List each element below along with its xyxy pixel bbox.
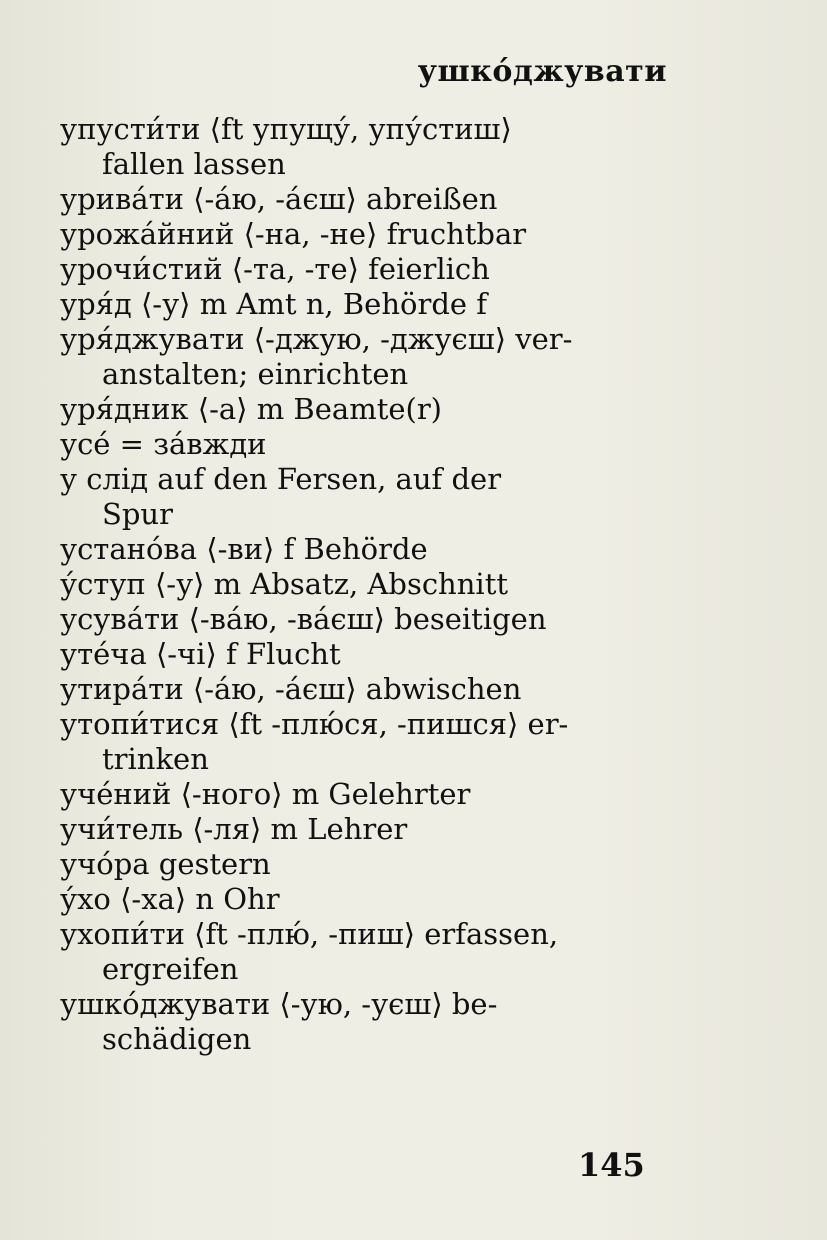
entry-line-continuation: Spur xyxy=(102,497,173,531)
dictionary-entry xyxy=(60,252,650,287)
dictionary-entry xyxy=(60,882,650,917)
entry-line: учо́ра gestern xyxy=(60,847,271,881)
entry-line-continuation: ergreifen xyxy=(102,952,239,986)
entry-line: уря́джувати ⟨-джую, -джуєш⟩ ver- xyxy=(60,322,573,356)
entry-line: у́хо ⟨-ха⟩ n Ohr xyxy=(60,882,280,916)
entry-line: урива́ти ⟨-а́ю, -а́єш⟩ abreißen xyxy=(60,182,498,216)
dictionary-entry xyxy=(60,322,650,392)
entry-line: усе́ = за́вжди xyxy=(60,427,267,461)
page-number: 145 xyxy=(578,1146,645,1184)
entry-line-continuation: anstalten; einrichten xyxy=(102,357,409,391)
dictionary-entry xyxy=(60,217,650,252)
dictionary-entry xyxy=(60,182,650,217)
entry-line-continuation: fallen lassen xyxy=(102,147,286,181)
entry-line: у слід auf den Fersen, auf der xyxy=(60,462,502,496)
entry-line: учи́тель ⟨-ля⟩ m Lehrer xyxy=(60,812,408,846)
entry-line: уте́ча ⟨-чі⟩ f Flucht xyxy=(60,637,341,671)
dictionary-entry xyxy=(60,987,650,1057)
entry-line: уче́ний ⟨-ного⟩ m Gelehrter xyxy=(60,777,471,811)
entry-line-continuation: schädigen xyxy=(102,1022,252,1056)
dictionary-entry xyxy=(60,777,650,812)
entry-line-continuation: trinken xyxy=(102,742,209,776)
entry-line: усува́ти ⟨-ва́ю, -ва́єш⟩ beseitigen xyxy=(60,602,547,636)
entry-list xyxy=(60,112,650,1057)
entry-line: урочи́стий ⟨-та, -те⟩ feierlich xyxy=(60,252,490,286)
dictionary-entry xyxy=(60,112,650,182)
entry-line: уря́д ⟨-у⟩ m Amt n, Behörde f xyxy=(60,287,487,321)
dictionary-entry xyxy=(60,847,650,882)
dictionary-entry xyxy=(60,287,650,322)
dictionary-entry xyxy=(60,672,650,707)
dictionary-entry xyxy=(60,917,650,987)
running-header: ушкóджувати xyxy=(417,54,667,89)
entry-line: у́ступ ⟨-у⟩ m Absatz, Abschnitt xyxy=(60,567,508,601)
dictionary-entry xyxy=(60,567,650,602)
entry-line: устано́ва ⟨-ви⟩ f Behörde xyxy=(60,532,428,566)
dictionary-entry xyxy=(60,532,650,567)
dictionary-entry xyxy=(60,602,650,637)
dictionary-entry xyxy=(60,707,650,777)
entry-line: ушко́джувати ⟨-ую, -уєш⟩ be- xyxy=(60,987,498,1021)
dictionary-entry xyxy=(60,462,650,532)
entry-line: уря́дник ⟨-а⟩ m Beamte(r) xyxy=(60,392,442,426)
entry-line: утопи́тися ⟨ft -плю́ся, -пишся⟩ er- xyxy=(60,707,569,741)
entry-line: упусти́ти ⟨ft упущу́, упу́стиш⟩ xyxy=(60,112,512,146)
entry-line: ухопи́ти ⟨ft -плю́, -пиш⟩ erfassen, xyxy=(60,917,559,951)
entry-line: урожа́йний ⟨-на, -не⟩ fruchtbar xyxy=(60,217,527,251)
dictionary-entry xyxy=(60,427,650,462)
dictionary-entry xyxy=(60,392,650,427)
dictionary-entry xyxy=(60,637,650,672)
entry-line: утира́ти ⟨-а́ю, -а́єш⟩ abwischen xyxy=(60,672,522,706)
dictionary-entry xyxy=(60,812,650,847)
